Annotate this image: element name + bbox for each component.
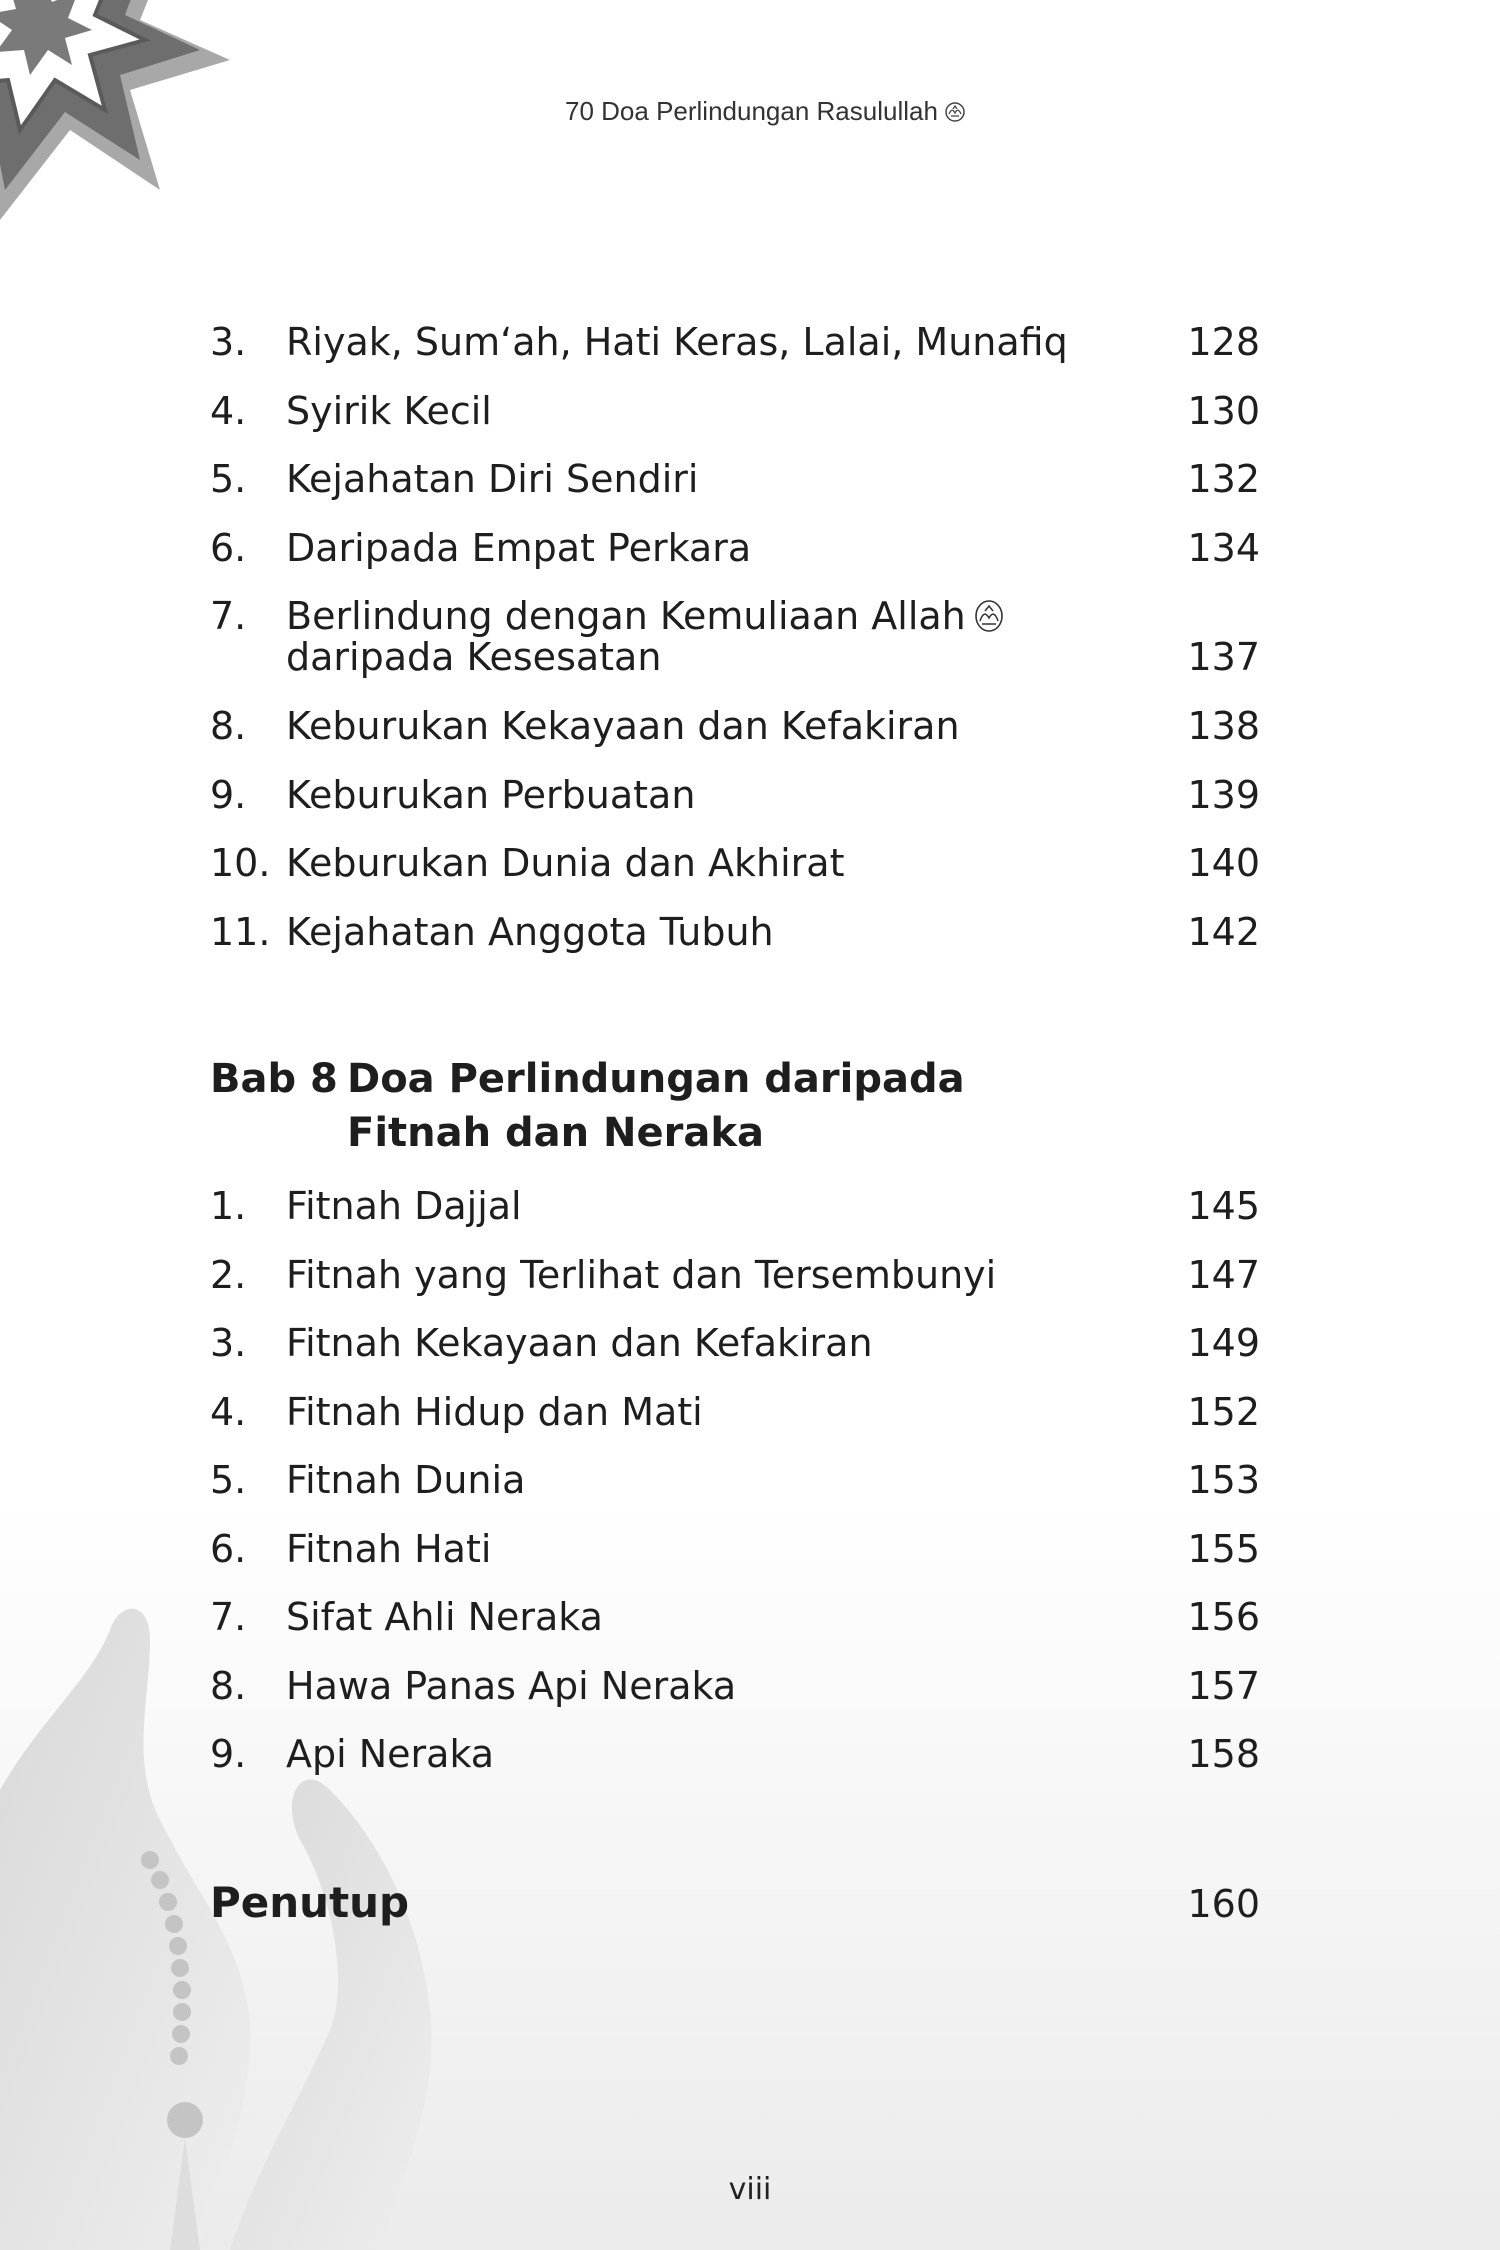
entry-number: 3. [210,1321,247,1365]
entry-page: 139 [1187,773,1260,817]
entry-number: 4. [210,389,247,433]
entry-number: 5. [210,457,247,501]
entry-page: 138 [1187,704,1260,748]
entry-title: Fitnah yang Terlihat dan Tersembunyi [286,1253,997,1297]
entry-title: Daripada Empat Perkara [286,526,752,570]
entry-page: 149 [1187,1321,1260,1365]
entry-title: Berlindung dengan Kemuliaan Allah [286,594,966,638]
entry-page: 134 [1187,526,1260,570]
chapter-heading[interactable] [210,1052,1260,1160]
entry-title: Hawa Panas Api Neraka [286,1664,737,1708]
entry-number: 8. [210,1664,247,1708]
entry-title: Syirik Kecil [286,389,492,433]
entry-number: 6. [210,526,247,570]
page-number: viii [728,2172,772,2207]
entry-number: 7. [210,594,247,638]
entry-page: 153 [1187,1458,1260,1502]
entry-title: Kejahatan Anggota Tubuh [286,910,774,954]
entry-title: Kejahatan Diri Sendiri [286,457,699,501]
entry-page: 128 [1187,320,1260,364]
entry-number: 2. [210,1253,247,1297]
chapter-title-line1: Doa Perlindungan daripada [347,1056,965,1102]
entry-page: 142 [1187,910,1260,954]
running-header-text: 70 Doa Perlindungan Rasulullah [565,96,938,126]
entry-title: Keburukan Perbuatan [286,773,696,817]
entry-title: Fitnah Hati [286,1527,492,1571]
entry-title: Api Neraka [286,1732,495,1776]
entry-page: 158 [1187,1732,1260,1776]
seal-icon [944,99,966,121]
entry-number: 9. [210,773,247,817]
entry-number: 6. [210,1527,247,1571]
entry-title: Riyak, Sum‘ah, Hati Keras, Lalai, Munafiq [286,320,1068,364]
entry-number: 4. [210,1390,247,1434]
entry-number: 11. [210,910,271,954]
entry-page: 137 [1187,635,1260,679]
entry-page: 156 [1187,1595,1260,1639]
entry-number: 10. [210,841,271,885]
entry-page: 130 [1187,389,1260,433]
entry-number: 1. [210,1184,247,1228]
closing-page: 160 [1187,1882,1260,1926]
entry-title: Fitnah Hidup dan Mati [286,1390,703,1434]
seal-icon [974,598,1004,632]
entry-number: 5. [210,1458,247,1502]
closing-label: Penutup [210,1878,410,1927]
entry-page: 140 [1187,841,1260,885]
entry-number: 7. [210,1595,247,1639]
running-header [565,96,985,127]
entry-title: Keburukan Kekayaan dan Kefakiran [286,704,960,748]
entry-title-continuation: daripada Kesesatan [286,635,662,679]
entry-title-line1 [286,594,1004,638]
entry-number: 3. [210,320,247,364]
entry-number: 8. [210,704,247,748]
entry-title: Fitnah Dunia [286,1458,526,1502]
entry-page: 147 [1187,1253,1260,1297]
entry-title: Sifat Ahli Neraka [286,1595,603,1639]
entry-title: Fitnah Kekayaan dan Kefakiran [286,1321,873,1365]
entry-title: Fitnah Dajjal [286,1184,522,1228]
entry-number: 9. [210,1732,247,1776]
entry-page: 155 [1187,1527,1260,1571]
entry-page: 132 [1187,457,1260,501]
entry-page: 157 [1187,1664,1260,1708]
chapter-label: Bab 8 [210,1056,338,1102]
toc-entry[interactable] [210,594,1260,682]
entry-title: Keburukan Dunia dan Akhirat [286,841,845,885]
entry-page: 145 [1187,1184,1260,1228]
entry-page: 152 [1187,1390,1260,1434]
chapter-title-line2: Fitnah dan Neraka [347,1110,764,1156]
corner-ornament-icon [0,0,290,310]
